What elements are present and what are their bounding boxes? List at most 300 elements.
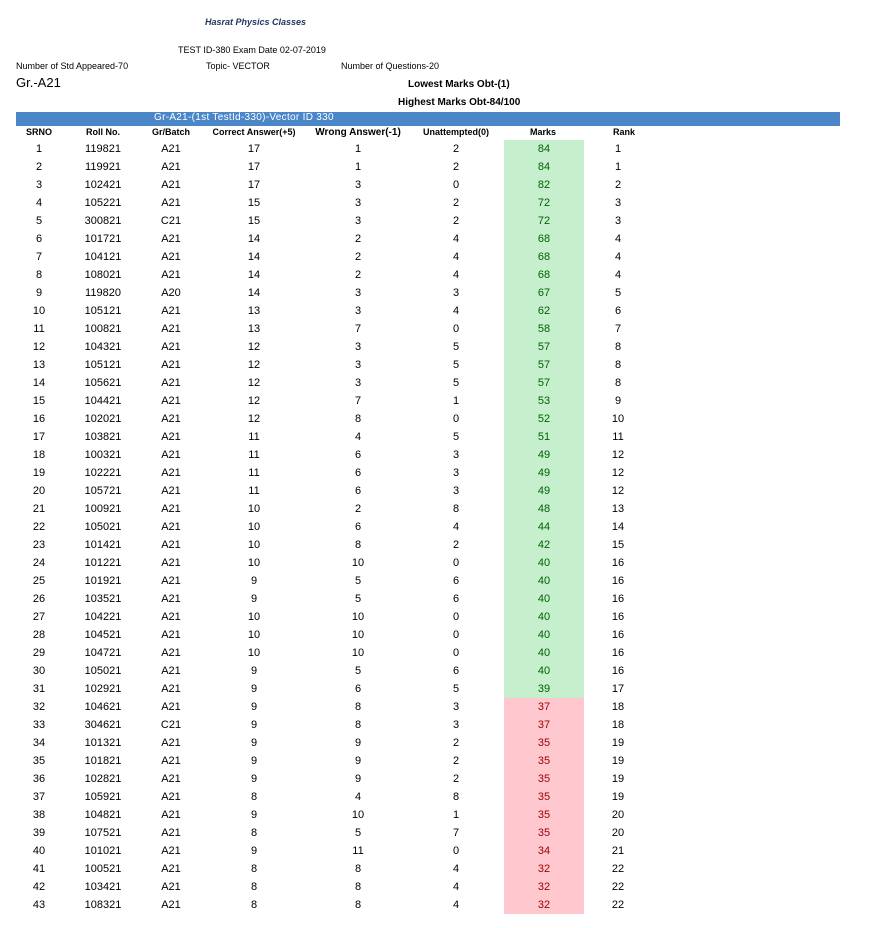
cell-roll-no: 104621 xyxy=(84,701,122,713)
cell-marks: 40 xyxy=(537,575,551,587)
cell-rank: 21 xyxy=(611,845,625,857)
cell-wrong: 3 xyxy=(354,341,362,353)
cell-correct: 9 xyxy=(250,737,258,749)
cell-batch: C21 xyxy=(160,719,182,731)
test-info: TEST ID-380 Exam Date 02-07-2019 xyxy=(178,45,326,55)
table-row xyxy=(0,212,881,230)
cell-marks: 67 xyxy=(537,287,551,299)
cell-srno: 5 xyxy=(35,215,43,227)
cell-batch: A21 xyxy=(161,773,181,785)
cell-correct: 10 xyxy=(247,629,261,641)
cell-roll-no: 104721 xyxy=(84,647,122,659)
cell-srno: 42 xyxy=(32,881,46,893)
table-row xyxy=(0,302,881,320)
table-row xyxy=(0,410,881,428)
cell-batch: A21 xyxy=(161,629,181,641)
table-row xyxy=(0,734,881,752)
table-row xyxy=(0,626,881,644)
cell-rank: 22 xyxy=(611,863,625,875)
cell-batch: A21 xyxy=(161,269,181,281)
cell-batch: A21 xyxy=(161,431,181,443)
cell-roll-no: 105221 xyxy=(84,197,122,209)
cell-roll-no: 101921 xyxy=(84,575,122,587)
cell-unattempted: 0 xyxy=(452,557,460,569)
cell-srno: 34 xyxy=(32,737,46,749)
cell-unattempted: 4 xyxy=(452,251,460,263)
cell-batch: A21 xyxy=(161,809,181,821)
cell-marks: 68 xyxy=(537,269,551,281)
cell-rank: 16 xyxy=(611,593,625,605)
cell-batch: A21 xyxy=(161,503,181,515)
cell-correct: 9 xyxy=(250,845,258,857)
table-row xyxy=(0,806,881,824)
cell-unattempted: 5 xyxy=(452,431,460,443)
cell-correct: 15 xyxy=(247,215,261,227)
cell-unattempted: 2 xyxy=(452,539,460,551)
cell-rank: 12 xyxy=(611,449,625,461)
cell-batch: A20 xyxy=(161,287,181,299)
cell-rank: 22 xyxy=(611,881,625,893)
cell-correct: 9 xyxy=(250,683,258,695)
cell-wrong: 9 xyxy=(354,773,362,785)
cell-wrong: 6 xyxy=(354,521,362,533)
cell-srno: 25 xyxy=(32,575,46,587)
cell-unattempted: 4 xyxy=(452,269,460,281)
cell-rank: 19 xyxy=(611,773,625,785)
cell-correct: 8 xyxy=(250,827,258,839)
table-row xyxy=(0,878,881,896)
cell-correct: 8 xyxy=(250,863,258,875)
cell-srno: 9 xyxy=(35,287,43,299)
cell-wrong: 1 xyxy=(354,143,362,155)
cell-batch: A21 xyxy=(161,521,181,533)
cell-marks: 40 xyxy=(537,647,551,659)
cell-correct: 10 xyxy=(247,539,261,551)
cell-roll-no: 104321 xyxy=(84,341,122,353)
cell-rank: 19 xyxy=(611,755,625,767)
cell-marks: 52 xyxy=(537,413,551,425)
cell-correct: 10 xyxy=(247,557,261,569)
cell-batch: A21 xyxy=(161,557,181,569)
cell-unattempted: 4 xyxy=(452,899,460,911)
cell-srno: 39 xyxy=(32,827,46,839)
cell-roll-no: 102221 xyxy=(84,467,122,479)
cell-unattempted: 0 xyxy=(452,179,460,191)
cell-unattempted: 8 xyxy=(452,503,460,515)
cell-unattempted: 4 xyxy=(452,881,460,893)
cell-rank: 18 xyxy=(611,719,625,731)
table-row xyxy=(0,230,881,248)
cell-srno: 43 xyxy=(32,899,46,911)
cell-srno: 30 xyxy=(32,665,46,677)
cell-unattempted: 0 xyxy=(452,413,460,425)
cell-batch: A21 xyxy=(161,449,181,461)
cell-unattempted: 2 xyxy=(452,161,460,173)
group-banner xyxy=(16,112,840,126)
cell-wrong: 3 xyxy=(354,377,362,389)
cell-unattempted: 4 xyxy=(452,863,460,875)
cell-unattempted: 2 xyxy=(452,737,460,749)
table-row xyxy=(0,338,881,356)
table-row xyxy=(0,860,881,878)
cell-wrong: 7 xyxy=(354,323,362,335)
cell-marks: 35 xyxy=(537,773,551,785)
cell-correct: 12 xyxy=(247,413,261,425)
cell-roll-no: 119921 xyxy=(85,161,121,173)
table-row xyxy=(0,788,881,806)
cell-wrong: 10 xyxy=(351,611,365,623)
cell-wrong: 10 xyxy=(351,809,365,821)
cell-marks: 39 xyxy=(537,683,551,695)
topic-label: Topic- VECTOR xyxy=(206,61,270,71)
cell-batch: A21 xyxy=(161,683,181,695)
cell-srno: 18 xyxy=(32,449,46,461)
header-wrong: Wrong Answer(-1) xyxy=(315,127,401,138)
cell-correct: 8 xyxy=(250,899,258,911)
cell-wrong: 9 xyxy=(354,737,362,749)
highest-marks: Highest Marks Obt-84/100 xyxy=(398,97,521,108)
cell-batch: A21 xyxy=(161,539,181,551)
cell-srno: 22 xyxy=(32,521,46,533)
cell-roll-no: 108021 xyxy=(84,269,122,281)
cell-correct: 14 xyxy=(247,287,261,299)
cell-batch: A21 xyxy=(161,665,181,677)
cell-marks: 40 xyxy=(537,665,551,677)
cell-roll-no: 104421 xyxy=(84,395,122,407)
cell-correct: 9 xyxy=(250,809,258,821)
lowest-marks: Lowest Marks Obt-(1) xyxy=(408,79,510,90)
cell-batch: A21 xyxy=(161,143,181,155)
cell-marks: 40 xyxy=(537,629,551,641)
cell-wrong: 6 xyxy=(354,449,362,461)
cell-roll-no: 105921 xyxy=(84,791,122,803)
cell-rank: 16 xyxy=(611,629,625,641)
table-row xyxy=(0,698,881,716)
table-row xyxy=(0,356,881,374)
cell-rank: 16 xyxy=(611,611,625,623)
cell-srno: 14 xyxy=(32,377,46,389)
cell-rank: 2 xyxy=(614,179,622,191)
cell-srno: 29 xyxy=(32,647,46,659)
cell-correct: 8 xyxy=(250,881,258,893)
cell-wrong: 3 xyxy=(354,305,362,317)
table-row xyxy=(0,824,881,842)
cell-marks: 37 xyxy=(537,719,551,731)
cell-marks: 57 xyxy=(537,377,551,389)
table-row xyxy=(0,680,881,698)
cell-marks: 49 xyxy=(537,485,551,497)
cell-batch: A21 xyxy=(161,413,181,425)
cell-unattempted: 1 xyxy=(452,395,460,407)
cell-correct: 9 xyxy=(250,719,258,731)
cell-rank: 3 xyxy=(614,215,622,227)
table-row xyxy=(0,752,881,770)
cell-roll-no: 105121 xyxy=(84,359,122,371)
cell-wrong: 8 xyxy=(354,719,362,731)
cell-batch: A21 xyxy=(161,863,181,875)
cell-marks: 84 xyxy=(537,143,551,155)
cell-unattempted: 2 xyxy=(452,197,460,209)
cell-roll-no: 103821 xyxy=(84,431,122,443)
cell-rank: 22 xyxy=(611,899,625,911)
cell-srno: 31 xyxy=(32,683,46,695)
cell-srno: 32 xyxy=(32,701,46,713)
cell-wrong: 3 xyxy=(354,197,362,209)
cell-wrong: 4 xyxy=(354,791,362,803)
table-row xyxy=(0,392,881,410)
cell-unattempted: 5 xyxy=(452,377,460,389)
cell-batch: A21 xyxy=(161,647,181,659)
cell-correct: 13 xyxy=(247,323,261,335)
cell-correct: 9 xyxy=(250,773,258,785)
cell-unattempted: 0 xyxy=(452,845,460,857)
cell-srno: 2 xyxy=(35,161,43,173)
cell-wrong: 10 xyxy=(351,557,365,569)
cell-marks: 82 xyxy=(537,179,551,191)
cell-unattempted: 0 xyxy=(452,647,460,659)
cell-roll-no: 105721 xyxy=(84,485,122,497)
cell-batch: A21 xyxy=(161,467,181,479)
cell-srno: 27 xyxy=(32,611,46,623)
cell-unattempted: 3 xyxy=(452,287,460,299)
cell-rank: 11 xyxy=(612,431,624,443)
cell-rank: 20 xyxy=(611,809,625,821)
cell-marks: 68 xyxy=(537,233,551,245)
cell-marks: 51 xyxy=(537,431,551,443)
cell-srno: 40 xyxy=(32,845,46,857)
header-unattempted: Unattempted(0) xyxy=(422,127,490,137)
cell-wrong: 8 xyxy=(354,701,362,713)
cell-batch: A21 xyxy=(161,611,181,623)
cell-srno: 33 xyxy=(32,719,46,731)
cell-unattempted: 4 xyxy=(452,521,460,533)
cell-marks: 72 xyxy=(537,197,551,209)
cell-rank: 4 xyxy=(614,251,622,263)
cell-wrong: 2 xyxy=(354,251,362,263)
cell-marks: 40 xyxy=(537,593,551,605)
cell-srno: 1 xyxy=(35,143,43,155)
cell-correct: 12 xyxy=(247,377,261,389)
group-label: Gr.-A21 xyxy=(16,75,61,90)
cell-srno: 3 xyxy=(35,179,43,191)
organization-title: Hasrat Physics Classes xyxy=(205,17,307,27)
cell-batch: A21 xyxy=(161,395,181,407)
cell-rank: 9 xyxy=(614,395,622,407)
cell-unattempted: 3 xyxy=(452,449,460,461)
cell-correct: 11 xyxy=(248,431,260,443)
cell-wrong: 5 xyxy=(354,665,362,677)
cell-marks: 35 xyxy=(537,791,551,803)
cell-wrong: 5 xyxy=(354,827,362,839)
cell-correct: 14 xyxy=(247,251,261,263)
cell-correct: 10 xyxy=(247,647,261,659)
cell-wrong: 5 xyxy=(354,593,362,605)
cell-correct: 9 xyxy=(250,593,258,605)
cell-unattempted: 6 xyxy=(452,575,460,587)
cell-unattempted: 6 xyxy=(452,593,460,605)
cell-srno: 21 xyxy=(32,503,46,515)
cell-correct: 12 xyxy=(247,395,261,407)
cell-correct: 11 xyxy=(248,485,260,497)
cell-rank: 8 xyxy=(614,359,622,371)
cell-marks: 34 xyxy=(537,845,551,857)
number-of-questions: Number of Questions-20 xyxy=(341,61,440,71)
cell-batch: A21 xyxy=(161,791,181,803)
cell-correct: 9 xyxy=(250,575,258,587)
cell-unattempted: 3 xyxy=(452,719,460,731)
cell-unattempted: 2 xyxy=(452,143,460,155)
cell-correct: 10 xyxy=(247,611,261,623)
cell-marks: 40 xyxy=(537,611,551,623)
cell-rank: 17 xyxy=(611,683,625,695)
cell-roll-no: 101821 xyxy=(84,755,122,767)
cell-srno: 13 xyxy=(32,359,46,371)
cell-srno: 24 xyxy=(32,557,46,569)
cell-unattempted: 0 xyxy=(452,323,460,335)
cell-rank: 10 xyxy=(611,413,625,425)
cell-unattempted: 6 xyxy=(452,665,460,677)
cell-rank: 1 xyxy=(614,161,622,173)
cell-correct: 10 xyxy=(247,503,261,515)
cell-unattempted: 5 xyxy=(452,683,460,695)
cell-unattempted: 2 xyxy=(452,215,460,227)
cell-rank: 13 xyxy=(611,503,625,515)
cell-wrong: 1 xyxy=(354,161,362,173)
cell-srno: 38 xyxy=(32,809,46,821)
cell-wrong: 7 xyxy=(354,395,362,407)
cell-marks: 35 xyxy=(537,737,551,749)
cell-unattempted: 8 xyxy=(452,791,460,803)
cell-srno: 4 xyxy=(35,197,43,209)
cell-roll-no: 105621 xyxy=(84,377,122,389)
cell-batch: A21 xyxy=(161,197,181,209)
cell-wrong: 5 xyxy=(354,575,362,587)
cell-wrong: 3 xyxy=(354,179,362,191)
cell-rank: 3 xyxy=(614,197,622,209)
header-marks: Marks xyxy=(529,127,557,137)
cell-rank: 8 xyxy=(614,377,622,389)
cell-roll-no: 100921 xyxy=(84,503,122,515)
cell-srno: 7 xyxy=(35,251,43,263)
header-correct: Correct Answer(+5) xyxy=(212,127,296,137)
cell-roll-no: 107521 xyxy=(84,827,122,839)
cell-rank: 16 xyxy=(611,557,625,569)
cell-batch: A21 xyxy=(161,179,181,191)
cell-srno: 17 xyxy=(32,431,46,443)
cell-rank: 19 xyxy=(611,737,625,749)
header-batch: Gr/Batch xyxy=(151,127,191,137)
cell-wrong: 6 xyxy=(354,683,362,695)
cell-correct: 11 xyxy=(248,449,260,461)
cell-roll-no: 104821 xyxy=(84,809,122,821)
cell-rank: 6 xyxy=(614,305,622,317)
cell-marks: 35 xyxy=(537,809,551,821)
cell-marks: 37 xyxy=(537,701,551,713)
cell-correct: 17 xyxy=(247,161,261,173)
cell-unattempted: 3 xyxy=(452,467,460,479)
cell-marks: 42 xyxy=(537,539,551,551)
table-row xyxy=(0,500,881,518)
cell-roll-no: 104521 xyxy=(84,629,122,641)
cell-batch: A21 xyxy=(161,233,181,245)
cell-unattempted: 2 xyxy=(452,773,460,785)
cell-roll-no: 102921 xyxy=(84,683,122,695)
cell-marks: 32 xyxy=(537,881,551,893)
cell-batch: A21 xyxy=(161,161,181,173)
cell-unattempted: 3 xyxy=(452,701,460,713)
cell-rank: 12 xyxy=(611,467,625,479)
cell-correct: 9 xyxy=(250,755,258,767)
cell-wrong: 10 xyxy=(351,629,365,641)
cell-rank: 8 xyxy=(614,341,622,353)
cell-wrong: 11 xyxy=(352,845,364,857)
header-srno: SRNO xyxy=(25,127,53,137)
cell-wrong: 3 xyxy=(354,287,362,299)
cell-batch: A21 xyxy=(161,845,181,857)
cell-wrong: 8 xyxy=(354,539,362,551)
cell-unattempted: 0 xyxy=(452,611,460,623)
cell-unattempted: 5 xyxy=(452,341,460,353)
table-row xyxy=(0,284,881,302)
cell-rank: 18 xyxy=(611,701,625,713)
cell-roll-no: 304621 xyxy=(84,719,122,731)
cell-correct: 8 xyxy=(250,791,258,803)
cell-unattempted: 3 xyxy=(452,485,460,497)
cell-marks: 32 xyxy=(537,863,551,875)
table-row xyxy=(0,644,881,662)
table-row xyxy=(0,518,881,536)
cell-marks: 72 xyxy=(537,215,551,227)
cell-srno: 6 xyxy=(35,233,43,245)
cell-marks: 62 xyxy=(537,305,551,317)
table-row xyxy=(0,194,881,212)
cell-roll-no: 101321 xyxy=(84,737,122,749)
cell-correct: 17 xyxy=(247,143,261,155)
cell-marks: 84 xyxy=(537,161,551,173)
cell-batch: A21 xyxy=(161,593,181,605)
cell-correct: 9 xyxy=(250,701,258,713)
cell-roll-no: 119821 xyxy=(85,143,121,155)
cell-roll-no: 103521 xyxy=(84,593,122,605)
cell-roll-no: 104121 xyxy=(84,251,122,263)
header-rank: Rank xyxy=(612,127,636,137)
cell-roll-no: 119820 xyxy=(85,287,121,299)
cell-wrong: 3 xyxy=(354,359,362,371)
cell-correct: 11 xyxy=(248,467,260,479)
cell-batch: A21 xyxy=(161,575,181,587)
cell-marks: 48 xyxy=(537,503,551,515)
cell-srno: 11 xyxy=(33,323,45,335)
cell-batch: A21 xyxy=(161,341,181,353)
cell-roll-no: 108321 xyxy=(84,899,122,911)
cell-correct: 14 xyxy=(247,269,261,281)
cell-roll-no: 100821 xyxy=(84,323,122,335)
cell-unattempted: 0 xyxy=(452,629,460,641)
cell-unattempted: 4 xyxy=(452,305,460,317)
cell-wrong: 10 xyxy=(351,647,365,659)
cell-rank: 19 xyxy=(611,791,625,803)
cell-wrong: 8 xyxy=(354,863,362,875)
cell-rank: 5 xyxy=(614,287,622,299)
cell-rank: 16 xyxy=(611,575,625,587)
cell-batch: A21 xyxy=(161,251,181,263)
cell-wrong: 3 xyxy=(354,215,362,227)
cell-marks: 32 xyxy=(537,899,551,911)
cell-rank: 14 xyxy=(611,521,625,533)
table-row xyxy=(0,662,881,680)
cell-srno: 41 xyxy=(32,863,46,875)
cell-marks: 40 xyxy=(537,557,551,569)
